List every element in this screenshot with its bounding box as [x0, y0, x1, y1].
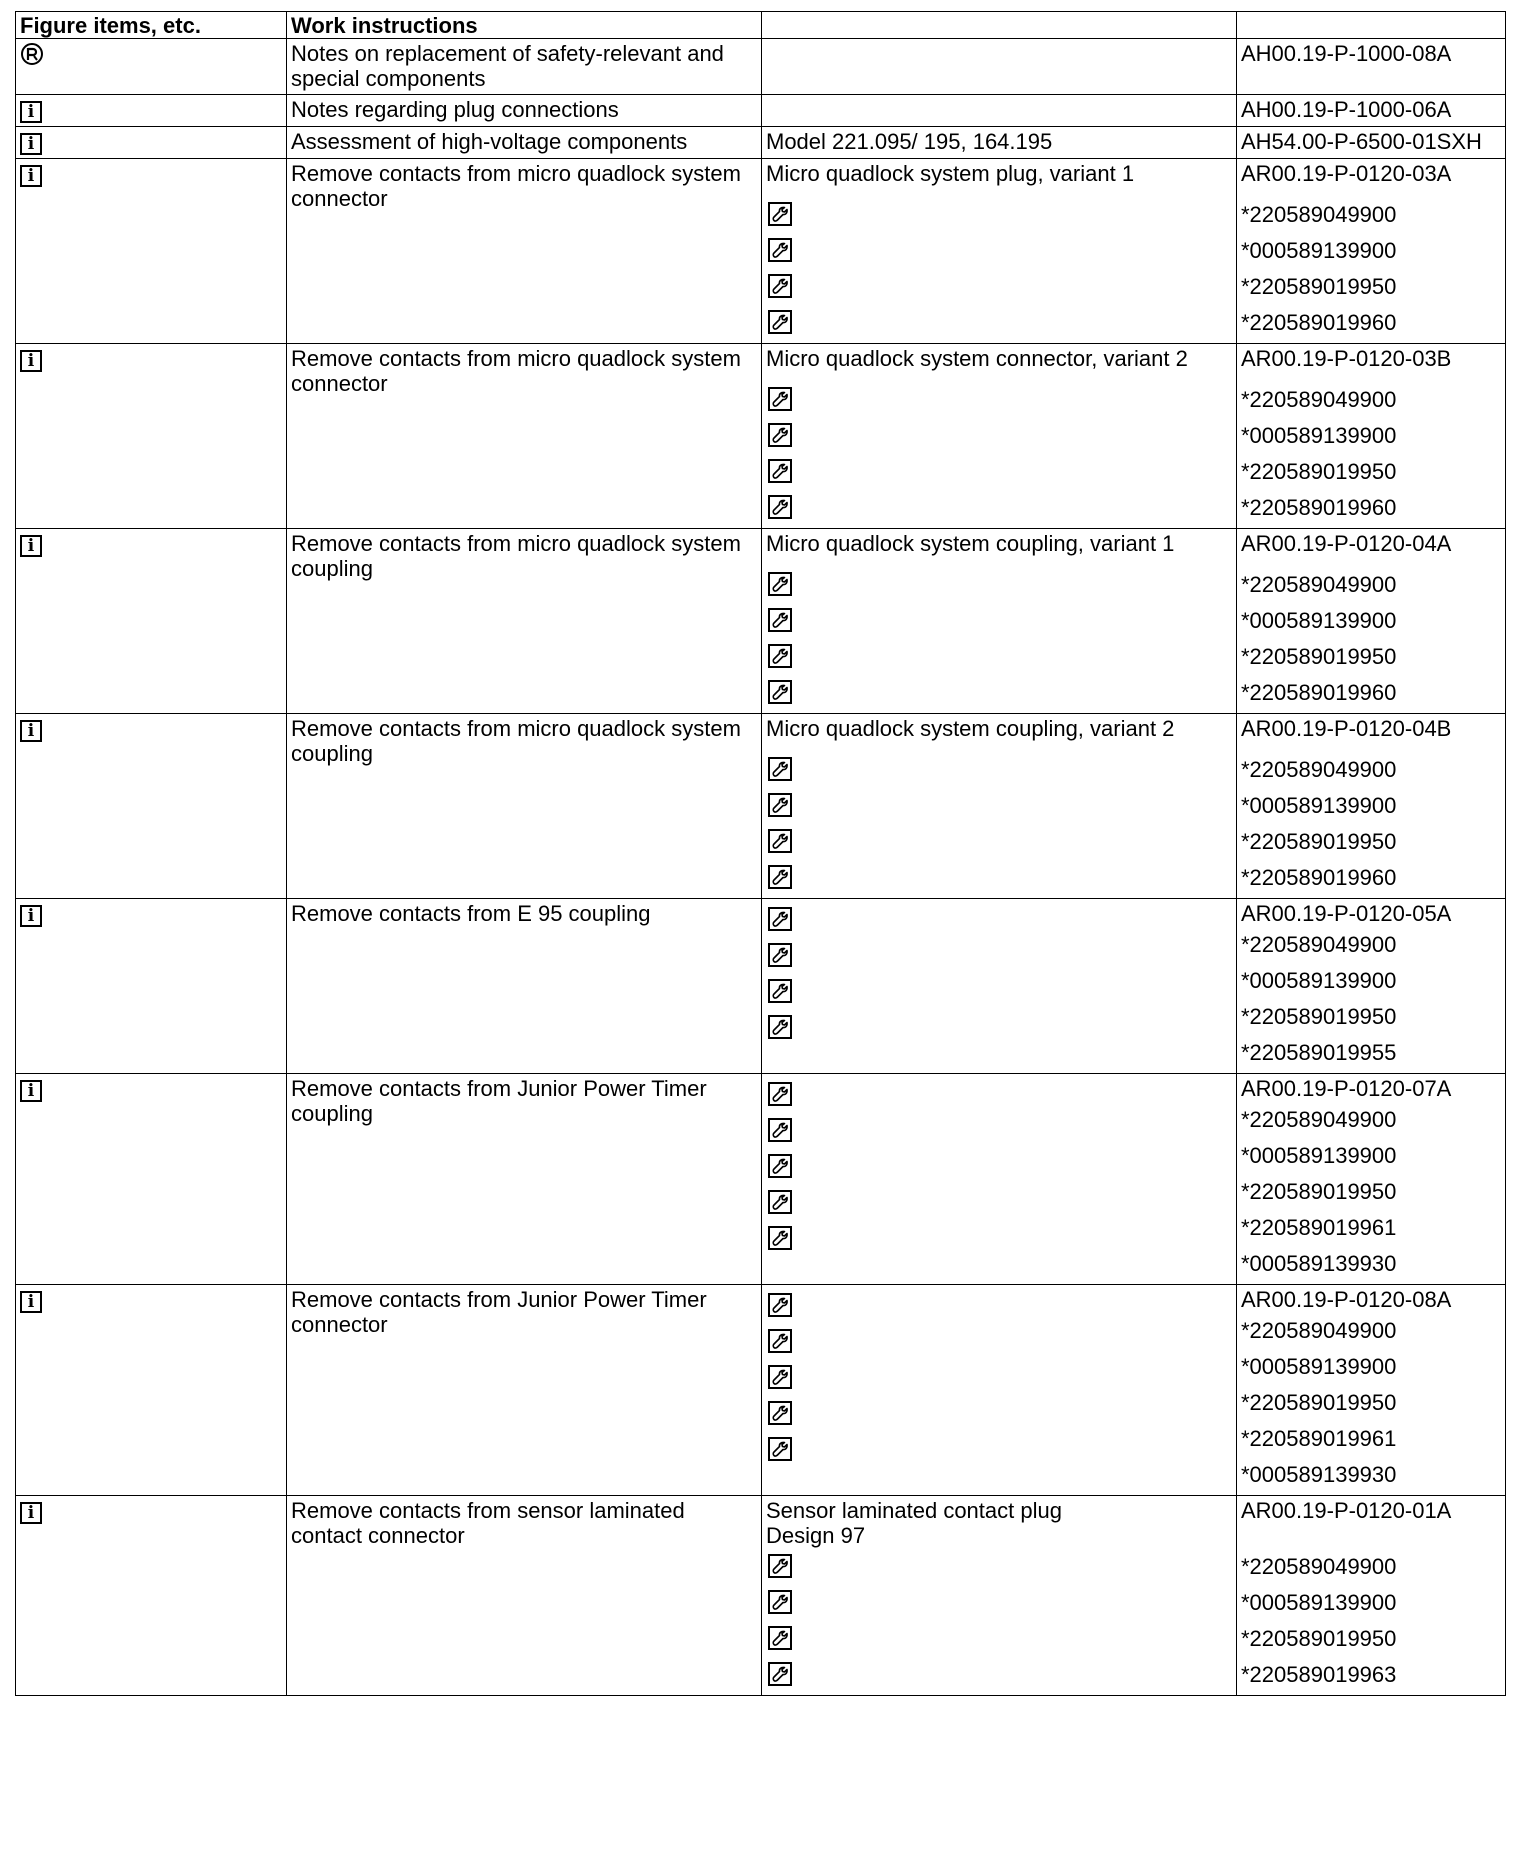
list-item: [766, 489, 1232, 525]
tool-number[interactable]: *220589019950: [1241, 458, 1397, 484]
instruction-text: Remove contacts from E 95 coupling: [291, 901, 651, 926]
list-item: [766, 268, 1232, 304]
tool-number[interactable]: *000589139900: [1241, 607, 1397, 633]
header-figure-items: Figure items, etc.: [16, 12, 287, 39]
table-row: [16, 899, 1506, 1074]
instruction-cell: [287, 95, 762, 127]
figure-cell: [16, 714, 287, 899]
list-item: [766, 1148, 1232, 1184]
special-tool-icons: [766, 566, 1232, 710]
table-body: [16, 39, 1506, 1696]
reference-cell: [1237, 39, 1506, 95]
table-row: [16, 1285, 1506, 1496]
tool-number[interactable]: *220589049900: [1241, 1553, 1397, 1579]
tool-number[interactable]: *000589139900: [1241, 792, 1397, 818]
detail-cell: [762, 159, 1237, 344]
info-icon[interactable]: i: [20, 350, 42, 372]
special-tool-icon[interactable]: [768, 1154, 792, 1178]
special-tool-icon[interactable]: [768, 1015, 792, 1039]
special-tool-icon[interactable]: [768, 1590, 792, 1614]
special-tool-icon[interactable]: [768, 202, 792, 226]
detail-text: Model 221.095/ 195, 164.195: [766, 129, 1053, 154]
header-work-instructions: Work instructions: [287, 12, 762, 39]
list-item: [766, 232, 1232, 268]
reference-cell: [1237, 1496, 1506, 1696]
detail-text: Micro quadlock system coupling, variant 1: [766, 531, 1175, 556]
reference-cell: [1237, 344, 1506, 529]
header-col3: [762, 12, 1237, 39]
special-tool-icon[interactable]: [768, 1082, 792, 1106]
reference-link[interactable]: AR00.19-P-0120-03B: [1241, 346, 1452, 371]
table-row: [16, 1074, 1506, 1285]
tool-number[interactable]: *220589049900: [1241, 386, 1397, 412]
special-tool-icon[interactable]: [768, 1226, 792, 1250]
list-item: [766, 859, 1232, 895]
figure-cell: [16, 1285, 287, 1496]
instruction-cell: [287, 127, 762, 159]
special-tool-icon[interactable]: [768, 793, 792, 817]
special-tool-icon[interactable]: [768, 423, 792, 447]
list-item: [766, 973, 1232, 1009]
tool-number[interactable]: *220589019950: [1241, 1178, 1397, 1204]
special-tool-icons: [766, 196, 1232, 340]
list-item: [766, 602, 1232, 638]
special-tool-numbers: [1241, 926, 1501, 1070]
detail-cell: [762, 1285, 1237, 1496]
reference-cell: [1237, 529, 1506, 714]
detail-text: Micro quadlock system connector, variant 2: [766, 346, 1188, 371]
list-item: [766, 304, 1232, 340]
table-row: [16, 95, 1506, 127]
instruction-text: Remove contacts from Junior Power Timer coupling: [291, 1076, 707, 1126]
special-tool-numbers: [1241, 566, 1501, 710]
instruction-cell: [287, 714, 762, 899]
reference-link[interactable]: AR00.19-P-0120-03A: [1241, 161, 1452, 186]
list-item: [766, 1359, 1232, 1395]
special-tool-icon[interactable]: [768, 907, 792, 931]
table-header-row: [16, 12, 1506, 39]
instruction-cell: [287, 159, 762, 344]
reference-link[interactable]: AR00.19-P-0120-04B: [1241, 716, 1452, 741]
special-tool-icon[interactable]: [768, 310, 792, 334]
special-tool-numbers: [1241, 751, 1501, 895]
special-tool-icons: [766, 381, 1232, 525]
tool-number[interactable]: *220589019960: [1241, 494, 1397, 520]
figure-cell: [16, 39, 287, 95]
special-tool-icon[interactable]: [768, 943, 792, 967]
table-row: [16, 159, 1506, 344]
tool-number[interactable]: *220589019950: [1241, 1003, 1397, 1029]
list-item: [766, 1112, 1232, 1148]
tool-number[interactable]: *220589019955: [1241, 1039, 1397, 1065]
special-tool-icon[interactable]: [768, 1437, 792, 1461]
special-tool-icons: [766, 1287, 1232, 1467]
list-item: [766, 751, 1232, 787]
special-tool-icon[interactable]: [768, 274, 792, 298]
reference-cell: [1237, 899, 1506, 1074]
instruction-text: Remove contacts from sensor laminated contact connector: [291, 1498, 685, 1548]
detail-cell: [762, 95, 1237, 127]
list-item: [766, 1548, 1232, 1584]
special-tool-icon[interactable]: [768, 572, 792, 596]
special-tool-numbers: [1241, 1548, 1501, 1692]
figure-cell: [16, 344, 287, 529]
special-tool-icon[interactable]: [768, 1626, 792, 1650]
tool-number[interactable]: *220589019961: [1241, 1425, 1397, 1451]
special-tool-icon[interactable]: [768, 459, 792, 483]
list-item: [766, 453, 1232, 489]
special-tool-icons: [766, 1548, 1232, 1692]
special-tool-icons: [766, 901, 1232, 1045]
instruction-text: Remove contacts from micro quadlock system coupling: [291, 716, 741, 766]
instruction-text: Notes on replacement of safety-relevant and special components: [291, 41, 724, 91]
reference-cell: [1237, 95, 1506, 127]
instruction-text: Remove contacts from micro quadlock system connector: [291, 161, 741, 211]
reference-cell: [1237, 714, 1506, 899]
list-item: [766, 1395, 1232, 1431]
special-tool-icon[interactable]: [768, 1365, 792, 1389]
special-tool-icon[interactable]: [768, 1554, 792, 1578]
instruction-cell: [287, 1074, 762, 1285]
list-item: [766, 638, 1232, 674]
tool-number[interactable]: *220589049900: [1241, 201, 1397, 227]
detail-cell: [762, 1074, 1237, 1285]
table-row: [16, 344, 1506, 529]
figure-cell: [16, 95, 287, 127]
special-tool-icon[interactable]: [768, 387, 792, 411]
list-item: [766, 1287, 1232, 1323]
tool-number[interactable]: *220589019950: [1241, 828, 1397, 854]
special-tool-icons: [766, 751, 1232, 895]
figure-cell: [16, 899, 287, 1074]
detail-text: Micro quadlock system plug, variant 1: [766, 161, 1135, 186]
tool-number[interactable]: *220589049900: [1241, 571, 1397, 597]
info-icon[interactable]: i: [20, 720, 42, 742]
reference-cell: [1237, 159, 1506, 344]
detail-text: Sensor laminated contact plug Design 97: [766, 1498, 1062, 1548]
instruction-text: Remove contacts from micro quadlock system coupling: [291, 531, 741, 581]
info-icon[interactable]: i: [20, 1291, 42, 1313]
tool-number[interactable]: *000589139900: [1241, 237, 1397, 263]
special-tool-icon[interactable]: [768, 1118, 792, 1142]
special-tool-numbers: [1241, 1101, 1501, 1281]
table-row: [16, 39, 1506, 95]
special-tool-numbers: [1241, 196, 1501, 340]
tool-number[interactable]: *220589019950: [1241, 1625, 1397, 1651]
tool-number[interactable]: *220589019950: [1241, 273, 1397, 299]
tool-number[interactable]: *000589139930: [1241, 1461, 1397, 1487]
tool-number[interactable]: *000589139900: [1241, 1353, 1397, 1379]
list-item: [766, 1076, 1232, 1112]
detail-cell: [762, 1496, 1237, 1696]
reference-link[interactable]: AH54.00-P-6500-01SXH: [1241, 129, 1482, 154]
figure-cell: [16, 529, 287, 714]
instruction-text: Assessment of high-voltage components: [291, 129, 688, 154]
list-item: [766, 1009, 1232, 1045]
list-item: [766, 1323, 1232, 1359]
reference-link[interactable]: AR00.19-P-0120-01A: [1241, 1498, 1452, 1523]
reference-link[interactable]: AH00.19-P-1000-06A: [1241, 97, 1452, 122]
special-tool-icon[interactable]: [768, 757, 792, 781]
info-icon[interactable]: i: [20, 101, 42, 123]
detail-cell: [762, 127, 1237, 159]
instruction-text: Remove contacts from micro quadlock system connector: [291, 346, 741, 396]
list-item: [766, 901, 1232, 937]
info-icon[interactable]: i: [20, 1080, 42, 1102]
special-tool-icon[interactable]: [768, 829, 792, 853]
reference-link[interactable]: AR00.19-P-0120-04A: [1241, 531, 1452, 556]
table-row: [16, 1496, 1506, 1696]
reference-link[interactable]: AR00.19-P-0120-05A: [1241, 901, 1452, 926]
tool-number[interactable]: *220589019960: [1241, 679, 1397, 705]
info-icon[interactable]: i: [20, 535, 42, 557]
special-tool-icon[interactable]: [768, 644, 792, 668]
tool-number[interactable]: *220589019961: [1241, 1214, 1397, 1240]
safety-icon[interactable]: [20, 42, 44, 66]
special-tool-icon[interactable]: [768, 1293, 792, 1317]
special-tool-icons: [766, 1076, 1232, 1256]
detail-cell: [762, 39, 1237, 95]
list-item: [766, 823, 1232, 859]
tool-number[interactable]: *220589019960: [1241, 864, 1397, 890]
special-tool-icon[interactable]: [768, 608, 792, 632]
work-instructions-table: [15, 11, 1506, 1696]
instruction-cell: [287, 899, 762, 1074]
tool-number[interactable]: *000589139900: [1241, 422, 1397, 448]
special-tool-icon[interactable]: [768, 495, 792, 519]
tool-number[interactable]: *220589049900: [1241, 1106, 1397, 1132]
tool-number[interactable]: *000589139900: [1241, 1589, 1397, 1615]
instruction-cell: [287, 529, 762, 714]
list-item: [766, 1584, 1232, 1620]
instruction-cell: [287, 39, 762, 95]
detail-cell: [762, 529, 1237, 714]
list-item: [766, 1656, 1232, 1692]
tool-number[interactable]: *220589019950: [1241, 1389, 1397, 1415]
list-item: [766, 1220, 1232, 1256]
tool-number[interactable]: *220589049900: [1241, 756, 1397, 782]
tool-number[interactable]: *220589019950: [1241, 643, 1397, 669]
list-item: [766, 1620, 1232, 1656]
reference-cell: [1237, 1074, 1506, 1285]
instruction-text: Remove contacts from Junior Power Timer connector: [291, 1287, 707, 1337]
table-row: [16, 714, 1506, 899]
info-icon[interactable]: i: [20, 905, 42, 927]
list-item: [766, 787, 1232, 823]
tool-number[interactable]: *220589019960: [1241, 309, 1397, 335]
list-item: [766, 1184, 1232, 1220]
tool-number[interactable]: *000589139900: [1241, 1142, 1397, 1168]
figure-cell: [16, 1074, 287, 1285]
instruction-text: Notes regarding plug connections: [291, 97, 619, 122]
info-icon[interactable]: i: [20, 165, 42, 187]
figure-cell: [16, 159, 287, 344]
list-item: [766, 937, 1232, 973]
special-tool-icon[interactable]: [768, 865, 792, 889]
reference-link[interactable]: AR00.19-P-0120-07A: [1241, 1076, 1452, 1101]
tool-number[interactable]: *220589019963: [1241, 1661, 1397, 1687]
special-tool-icon[interactable]: [768, 680, 792, 704]
special-tool-icon[interactable]: [768, 1190, 792, 1214]
reference-cell: [1237, 127, 1506, 159]
tool-number[interactable]: *220589049900: [1241, 931, 1397, 957]
instruction-cell: [287, 1496, 762, 1696]
info-icon[interactable]: i: [20, 1502, 42, 1524]
tool-number[interactable]: *220589049900: [1241, 1317, 1397, 1343]
special-tool-numbers: [1241, 381, 1501, 525]
tool-number[interactable]: *000589139930: [1241, 1250, 1397, 1276]
table-row: [16, 127, 1506, 159]
detail-text: Micro quadlock system coupling, variant 2: [766, 716, 1175, 741]
detail-cell: [762, 899, 1237, 1074]
special-tool-numbers: [1241, 1312, 1501, 1492]
special-tool-icon[interactable]: [768, 1401, 792, 1425]
special-tool-icon[interactable]: [768, 979, 792, 1003]
detail-cell: [762, 714, 1237, 899]
info-icon[interactable]: i: [20, 133, 42, 155]
detail-cell: [762, 344, 1237, 529]
list-item: [766, 566, 1232, 602]
list-item: [766, 417, 1232, 453]
special-tool-icon[interactable]: [768, 1662, 792, 1686]
special-tool-icon[interactable]: [768, 1329, 792, 1353]
list-item: [766, 674, 1232, 710]
header-col4: [1237, 12, 1506, 39]
figure-cell: [16, 127, 287, 159]
reference-link[interactable]: AH00.19-P-1000-08A: [1241, 41, 1452, 66]
table-row: [16, 529, 1506, 714]
instruction-cell: [287, 344, 762, 529]
special-tool-icon[interactable]: [768, 238, 792, 262]
instruction-cell: [287, 1285, 762, 1496]
tool-number[interactable]: *000589139900: [1241, 967, 1397, 993]
reference-cell: [1237, 1285, 1506, 1496]
figure-cell: [16, 1496, 287, 1696]
list-item: [766, 196, 1232, 232]
list-item: [766, 1431, 1232, 1467]
list-item: [766, 381, 1232, 417]
reference-link[interactable]: AR00.19-P-0120-08A: [1241, 1287, 1452, 1312]
